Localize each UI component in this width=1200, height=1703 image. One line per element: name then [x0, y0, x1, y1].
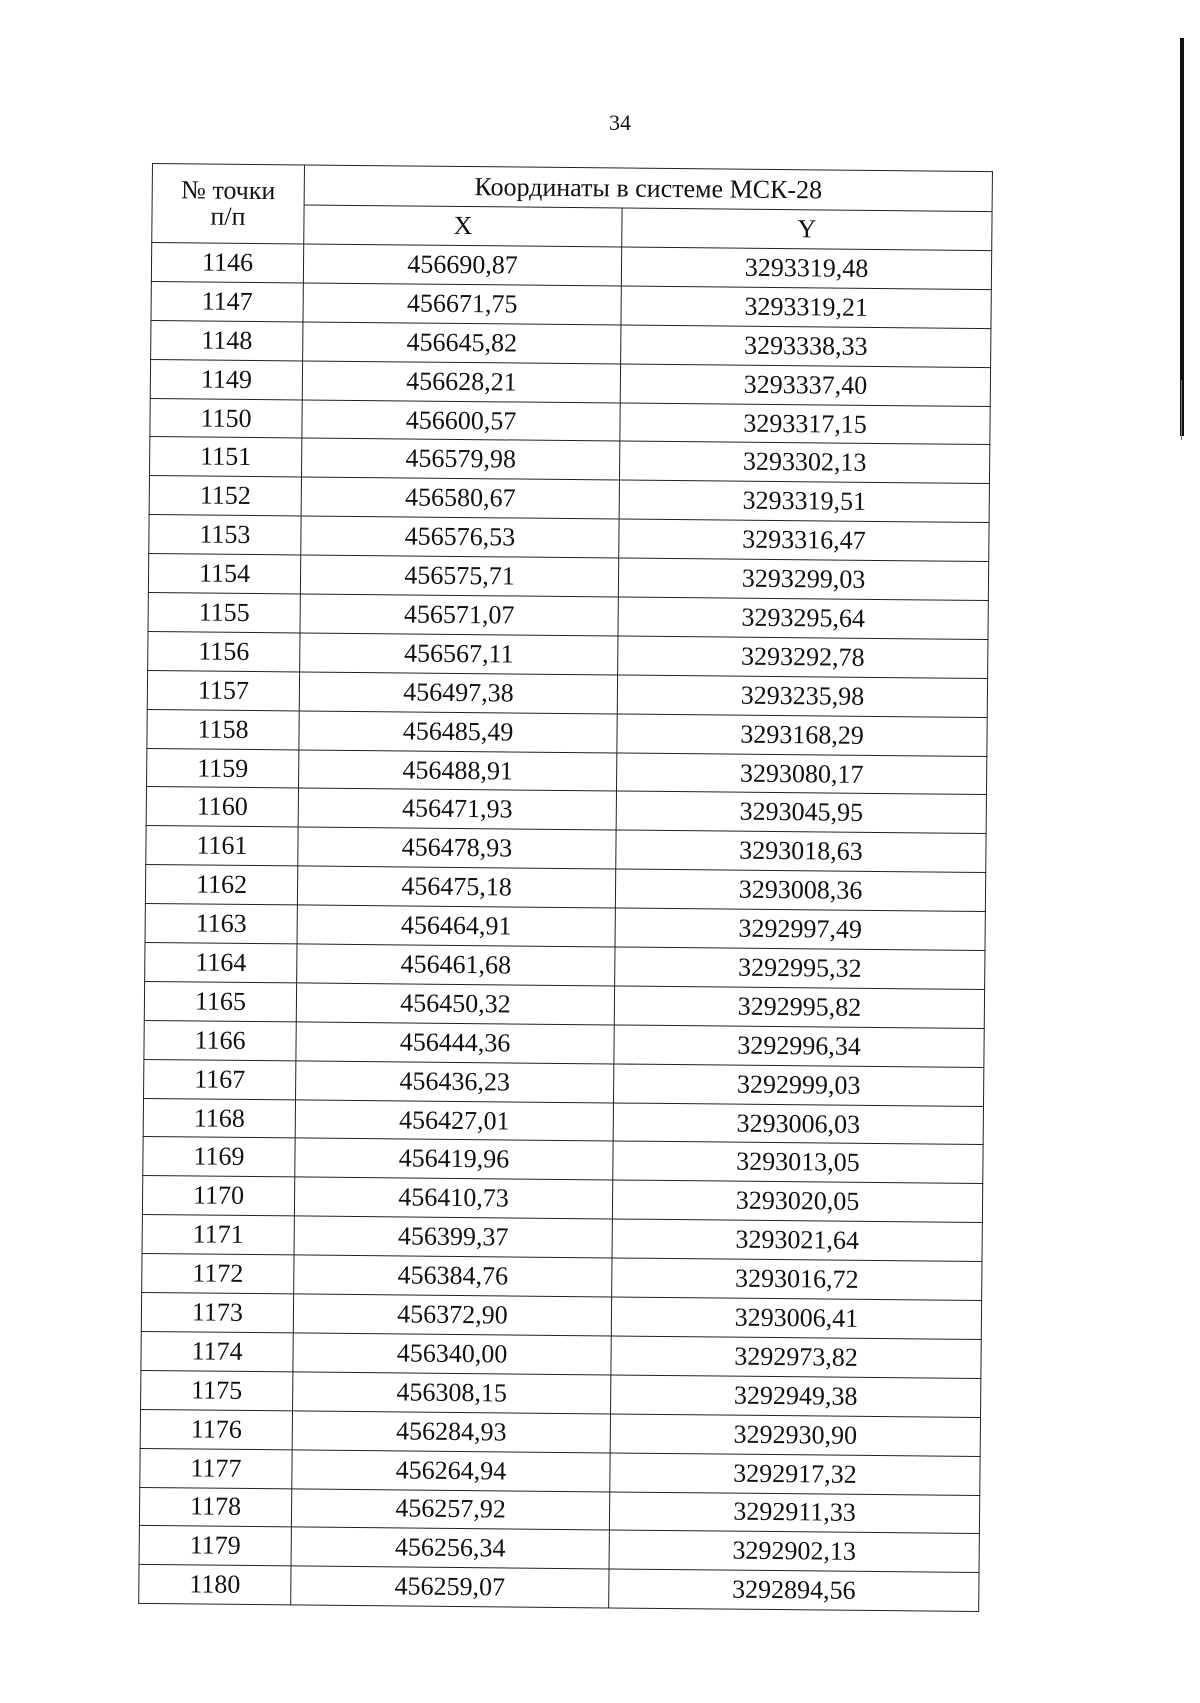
scan-edge-mark	[1180, 38, 1184, 436]
x-coordinate-cell: 456461,68	[297, 944, 615, 986]
point-number-cell: 1173	[141, 1292, 293, 1332]
x-coordinate-cell: 456576,53	[301, 516, 619, 558]
y-column-header: Y	[622, 208, 992, 251]
x-coordinate-cell: 456600,57	[302, 400, 620, 442]
table-body	[139, 243, 992, 1612]
point-number-cell: 1153	[149, 515, 301, 555]
x-coordinate-cell: 456444,36	[296, 1022, 614, 1064]
point-number-cell: 1155	[148, 593, 300, 633]
x-coordinate-cell: 456384,76	[294, 1255, 612, 1297]
point-number-cell: 1172	[142, 1254, 294, 1294]
y-coordinate-cell: 3292894,56	[609, 1569, 979, 1611]
y-coordinate-cell: 3293080,17	[616, 753, 986, 795]
y-coordinate-cell: 3293292,78	[618, 636, 988, 678]
x-coordinate-cell: 456257,92	[291, 1488, 609, 1530]
x-coordinate-cell: 456628,21	[302, 361, 620, 403]
point-number-cell: 1180	[139, 1565, 291, 1605]
y-coordinate-cell: 3292973,82	[611, 1336, 981, 1378]
x-coordinate-cell: 456690,87	[303, 244, 621, 286]
y-coordinate-cell: 3293235,98	[617, 675, 987, 717]
x-coordinate-cell: 456308,15	[293, 1372, 611, 1414]
x-coordinate-cell: 456478,93	[298, 827, 616, 869]
coordinates-table	[138, 163, 993, 1612]
x-coordinate-cell: 456571,07	[300, 594, 618, 636]
point-number-cell: 1176	[140, 1409, 292, 1449]
page-number: 34	[609, 110, 631, 135]
point-number-cell: 1150	[150, 398, 302, 438]
point-number-cell: 1157	[147, 670, 299, 710]
x-coordinate-cell: 456579,98	[301, 438, 619, 480]
point-number-header-line1: № точки	[180, 175, 276, 206]
y-coordinate-cell: 3292911,33	[609, 1491, 979, 1533]
x-coordinate-cell: 456399,37	[294, 1216, 612, 1258]
y-coordinate-cell: 3293018,63	[616, 830, 986, 872]
point-number-cell: 1148	[151, 320, 303, 360]
x-coordinate-cell: 456427,01	[295, 1100, 613, 1142]
y-coordinate-cell: 3292995,82	[614, 986, 984, 1028]
y-coordinate-cell: 3292995,32	[615, 947, 985, 989]
point-number-cell: 1146	[151, 243, 303, 283]
y-coordinate-cell: 3292997,49	[615, 908, 985, 950]
point-number-cell: 1151	[149, 437, 301, 477]
y-coordinate-cell: 3293013,05	[613, 1141, 983, 1183]
point-number-cell: 1165	[144, 981, 296, 1021]
point-number-cell: 1179	[139, 1526, 291, 1566]
x-coordinate-cell: 456645,82	[303, 322, 621, 364]
header-row-1	[152, 164, 992, 212]
point-number-cell: 1166	[144, 1020, 296, 1060]
table-row	[139, 1565, 979, 1612]
point-number-cell: 1149	[150, 359, 302, 399]
x-coordinate-cell: 456340,00	[293, 1333, 611, 1375]
y-coordinate-cell: 3292930,90	[610, 1414, 980, 1456]
point-number-cell: 1162	[145, 865, 297, 905]
x-coordinate-cell: 456450,32	[296, 983, 614, 1025]
x-coordinate-cell: 456256,34	[291, 1527, 609, 1569]
point-number-cell: 1147	[151, 281, 303, 321]
scan-edge-mark-thin	[1181, 380, 1182, 440]
y-coordinate-cell: 3292996,34	[614, 1025, 984, 1067]
y-coordinate-cell: 3293302,13	[619, 441, 989, 483]
x-coordinate-cell: 456264,94	[292, 1450, 610, 1492]
x-coordinate-cell: 456372,90	[293, 1294, 611, 1336]
x-coordinate-cell: 456464,91	[297, 905, 615, 947]
point-number-cell: 1170	[142, 1176, 294, 1216]
point-number-cell: 1178	[139, 1487, 291, 1527]
y-coordinate-cell: 3293008,36	[615, 869, 985, 911]
x-column-header: X	[304, 205, 622, 247]
point-number-cell: 1152	[149, 476, 301, 516]
y-coordinate-cell: 3293338,33	[621, 325, 991, 367]
y-coordinate-cell: 3293316,47	[619, 519, 989, 561]
point-number-cell: 1158	[147, 709, 299, 749]
x-coordinate-cell: 456497,38	[299, 672, 617, 714]
y-coordinate-cell: 3293021,64	[612, 1219, 982, 1261]
point-number-cell: 1161	[146, 826, 298, 866]
y-coordinate-cell: 3293319,48	[621, 247, 991, 289]
point-number-cell: 1159	[147, 748, 299, 788]
point-number-cell: 1164	[145, 943, 297, 983]
y-coordinate-cell: 3293006,03	[613, 1103, 983, 1145]
y-coordinate-cell: 3293337,40	[620, 364, 990, 406]
y-coordinate-cell: 3293295,64	[618, 597, 988, 639]
point-number-cell: 1177	[140, 1448, 292, 1488]
x-coordinate-cell: 456475,18	[297, 866, 615, 908]
y-coordinate-cell: 3293016,72	[612, 1258, 982, 1300]
y-coordinate-cell: 3293299,03	[618, 558, 988, 600]
point-number-cell: 1171	[142, 1215, 294, 1255]
point-number-cell: 1175	[141, 1370, 293, 1410]
y-coordinate-cell: 3292949,38	[611, 1375, 981, 1417]
y-coordinate-cell: 3293020,05	[612, 1180, 982, 1222]
point-number-cell: 1160	[146, 787, 298, 827]
point-number-header	[152, 164, 305, 244]
point-number-cell: 1174	[141, 1331, 293, 1371]
x-coordinate-cell: 456259,07	[291, 1566, 609, 1608]
y-coordinate-cell: 3292999,03	[614, 1064, 984, 1106]
y-coordinate-cell: 3293317,15	[620, 403, 990, 445]
point-number-header-line2: п/п	[210, 201, 246, 231]
x-coordinate-cell: 456410,73	[294, 1177, 612, 1219]
coordinates-caption: Координаты в системе МСК-28	[304, 165, 992, 212]
x-coordinate-cell: 456471,93	[298, 788, 616, 830]
point-number-cell: 1167	[144, 1059, 296, 1099]
point-number-cell: 1163	[145, 904, 297, 944]
x-coordinate-cell: 456436,23	[296, 1061, 614, 1103]
y-coordinate-cell: 3293168,29	[617, 714, 987, 756]
y-coordinate-cell: 3293045,95	[616, 791, 986, 833]
x-coordinate-cell: 456419,96	[295, 1138, 613, 1180]
y-coordinate-cell: 3293006,41	[611, 1297, 981, 1339]
y-coordinate-cell: 3292917,32	[610, 1453, 980, 1495]
point-number-cell: 1169	[143, 1137, 295, 1177]
y-coordinate-cell: 3292902,13	[609, 1530, 979, 1572]
y-coordinate-cell: 3293319,51	[619, 480, 989, 522]
x-coordinate-cell: 456575,71	[300, 555, 618, 597]
table-header	[152, 164, 993, 251]
point-number-cell: 1168	[143, 1098, 295, 1138]
x-coordinate-cell: 456567,11	[300, 633, 618, 675]
point-number-cell: 1154	[148, 554, 300, 594]
y-coordinate-cell: 3293319,21	[621, 286, 991, 328]
x-coordinate-cell: 456671,75	[303, 283, 621, 325]
x-coordinate-cell: 456485,49	[299, 711, 617, 753]
x-coordinate-cell: 456580,67	[301, 477, 619, 519]
x-coordinate-cell: 456488,91	[299, 750, 617, 792]
point-number-cell: 1156	[148, 631, 300, 671]
x-coordinate-cell: 456284,93	[292, 1411, 610, 1453]
